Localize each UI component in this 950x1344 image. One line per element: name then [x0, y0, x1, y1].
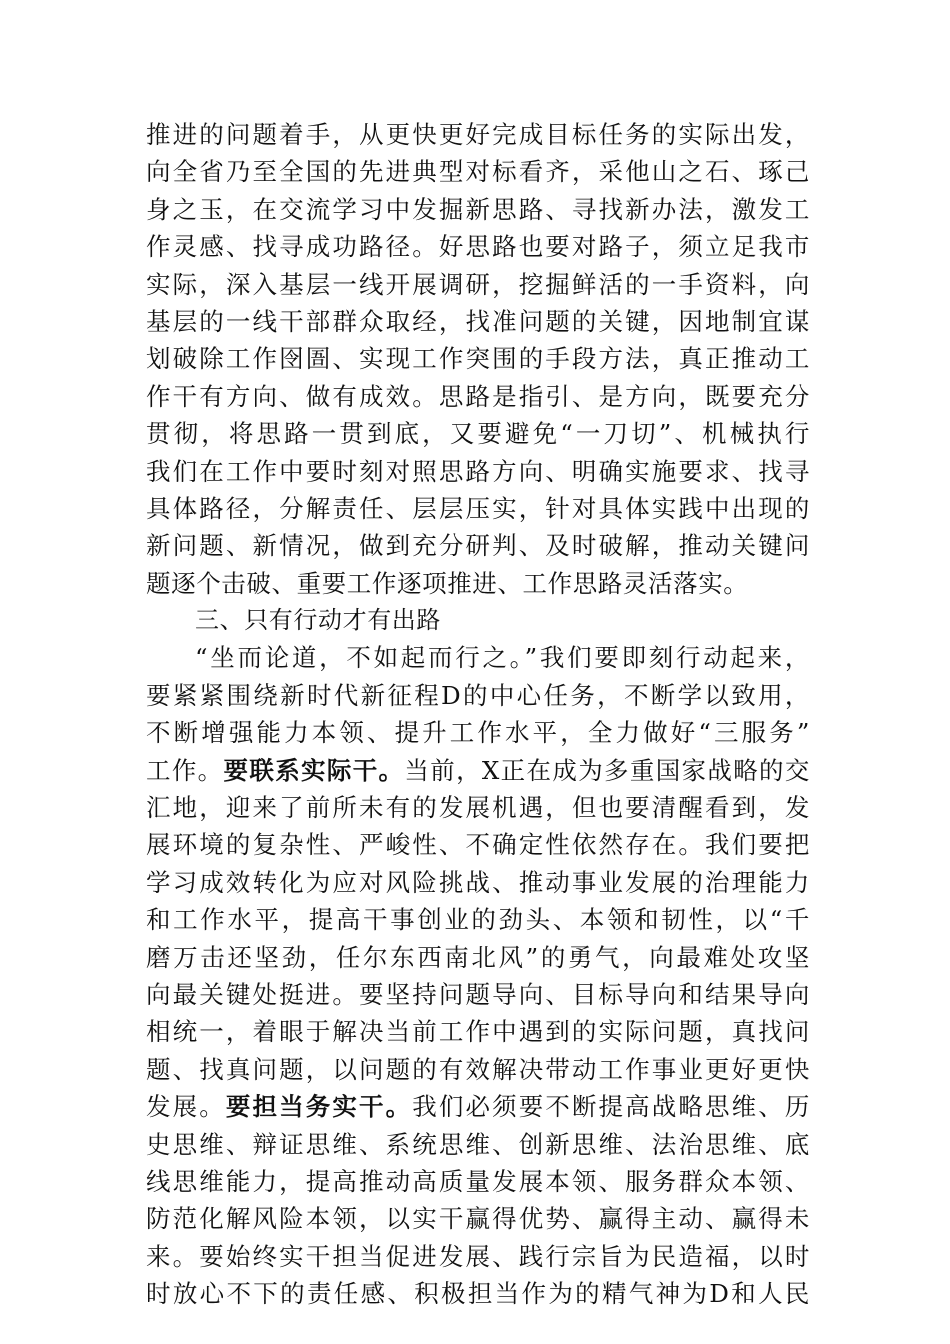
line-text: 和工作水平，提高干事创业的劲头、本领和韧性，以“千 — [146, 905, 810, 935]
text-line: 作灵感、找寻成功路径。好思路也要对路子，须立足我市 — [146, 232, 810, 262]
text-line — [146, 826, 810, 863]
line-text: 磨万击还坚劲，任尔东西南北风”的勇气，向最难处攻坚 — [146, 942, 810, 972]
line-text: 来。要始终实干担当促进发展、践行宗旨为民造福，以时 — [146, 1241, 810, 1271]
text-line: 推进的问题着手，从更快更好完成目标任务的实际出发， — [146, 120, 810, 149]
text-line: 贯彻，将思路一贯到底，又要避免“一刀切”、机械执行 — [146, 419, 810, 449]
text-line: 新问题、新情况，做到充分研判、及时破解，推动关键问 — [146, 531, 810, 561]
text-line — [146, 1088, 810, 1125]
text-line — [146, 789, 810, 826]
line-text: 题、找真问题，以问题的有效解决带动工作事业更好更快 — [146, 1054, 810, 1084]
text-line: 我们在工作中要时刻对照思路方向、明确实施要求、找寻 — [146, 456, 810, 486]
text-line: 向全省乃至全国的先进典型对标看齐，采他山之石、琢己 — [146, 157, 810, 187]
text-line: 身之玉，在交流学习中发掘新思路、寻找新办法，激发工 — [146, 194, 810, 224]
text-line — [146, 1238, 810, 1275]
text-line — [146, 901, 810, 938]
text-line: 具体路径，分解责任、层层压实，针对具体实践中出现的 — [146, 493, 810, 523]
line-text: 史思维、辩证思维、系统思维、创新思维、法治思维、底 — [146, 1129, 810, 1159]
line-text: 防范化解风险本领，以实干赢得优势、赢得主动、赢得未 — [146, 1204, 810, 1234]
text-line — [146, 752, 810, 789]
line-text: 我们必须要不断提高战略思维、历 — [412, 1092, 810, 1122]
line-text: 线思维能力，提高推动高质量发展本领、服务群众本领、 — [146, 1166, 810, 1196]
line-text: 相统一，着眼于解决当前工作中遇到的实际问题，真找问 — [146, 1017, 810, 1047]
line-text: 工作。 — [146, 755, 224, 785]
text-line: 作干有方向、做有成效。思路是指引、是方向，既要充分 — [146, 381, 810, 411]
line-text: 当前，X正在成为多重国家战略的交 — [404, 755, 810, 785]
text-line: 划破除工作囹圄、实现工作突围的手段方法，真正推动工 — [146, 344, 810, 374]
line-text: 向最关键处挺进。要坚持问题导向、目标导向和结果导向 — [146, 979, 810, 1009]
text-line: 题逐个击破、重要工作逐项推进、工作思路灵活落实。 — [146, 568, 749, 598]
text-line — [146, 1051, 810, 1088]
line-text: 要紧紧围绕新时代新征程D的中心任务，不断学以致用， — [146, 680, 810, 710]
bold-lead-phrase: 要联系实际干。 — [223, 755, 405, 785]
document-body — [146, 116, 810, 1313]
line-text: 时放心不下的责任感、积极担当作为的精气神为D和人民 — [146, 1279, 810, 1309]
text-line — [146, 639, 810, 676]
text-line — [146, 1126, 810, 1163]
text-line — [146, 714, 810, 751]
text-line — [146, 1163, 810, 1200]
bold-lead-phrase: 要担当务实干。 — [225, 1092, 413, 1122]
text-line — [146, 1275, 810, 1312]
text-line — [146, 677, 810, 714]
text-line: 基层的一线干部群众取经，找准问题的关键，因地制宜谋 — [146, 306, 810, 336]
text-line — [146, 1200, 810, 1237]
text-line — [146, 976, 810, 1013]
line-text: “坐而论道，不如起而行之。”我们要即刻行动起来， — [195, 643, 810, 673]
line-text: 汇地，迎来了前所未有的发展机遇，但也要清醒看到，发 — [146, 793, 810, 823]
text-line: 实际，深入基层一线开展调研，挖掘鲜活的一手资料，向 — [146, 269, 810, 299]
text-line — [146, 864, 810, 901]
line-text: 学习成效转化为应对风险挑战、推动事业发展的治理能力 — [146, 867, 810, 897]
line-text: 展环境的复杂性、严峻性、不确定性依然存在。我们要把 — [146, 830, 810, 860]
line-text: 不断增强能力本领、提升工作水平，全力做好“三服务” — [146, 718, 810, 748]
section-heading: 三、只有行动才有出路 — [195, 606, 441, 635]
line-text: 发展。 — [146, 1092, 226, 1122]
text-line — [146, 1013, 810, 1050]
text-line — [146, 939, 810, 976]
